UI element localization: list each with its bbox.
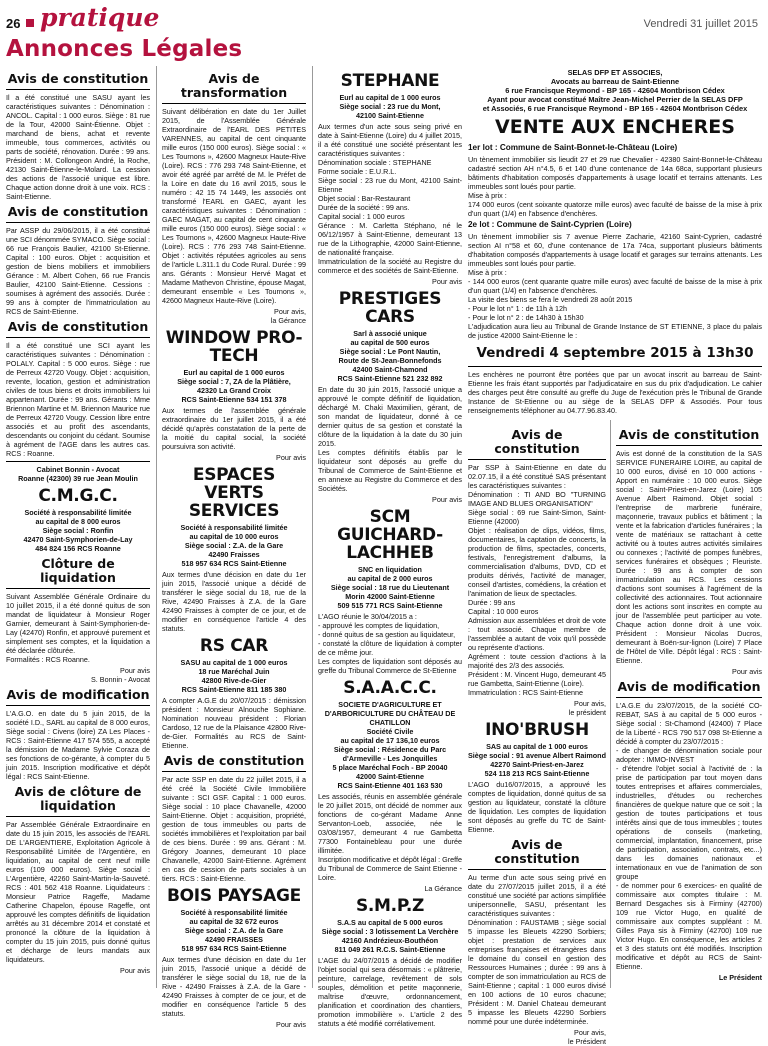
company-name: C.M.G.C. bbox=[38, 486, 118, 506]
signature: La Gérance bbox=[424, 884, 462, 893]
notice-heading: Avis de modification bbox=[617, 679, 761, 694]
auction-notice bbox=[468, 68, 762, 418]
column-3 bbox=[318, 68, 462, 1028]
company-info: S.A.S au capital de 5 000 euros Siège social : 3 lotissement La Verchère 42160 Andrézieux-Bouthéon 811 049 261 R.C.S. Saint-Etienne bbox=[321, 918, 459, 954]
notice-heading: Avis de modification bbox=[6, 687, 150, 702]
notice-heading: Clôture de liquidation bbox=[40, 556, 116, 585]
notice-body: Aux termes de l'assemblée générale extraordinaire du 1er juillet 2015, il a été décidé qu'après constatation de la perte de la moitié du capital social, la société poursuivra son activité. bbox=[162, 406, 306, 451]
divider bbox=[6, 588, 150, 589]
company-info: SNC en liquidation au capital de 2 000 euros Siège social : 18 rue du Lieutenant Morin 42000 Saint-Etienne 509 515 771 RCS Saint-Etienne bbox=[330, 565, 450, 610]
auction-date: Vendredi 4 septembre 2015 à 13h30 bbox=[476, 345, 754, 361]
divider bbox=[616, 445, 762, 446]
lot-body: Un tènement immobilier sis 7 avenue Pierre Zacharie, 42160 Saint-Cyprien, cadastré section AI n°58 et 60, d'une contenance de 17a 74ca, supportant plusieurs bâtiments d'habitation composés d'appartements à usage locatif et garages sur terrains attenants. Les immeubles sont loués pour partie. Mise à prix : - 144 000 euros (cent quarante quatre mille euros) avec faculté de baisse de la mise à prix d'un quart (1/4) en l'absence d'enchères. La visite des biens se fera le vendredi 28 août 2015 - Pour le lot n° 1 : de 11h à 12h - Pour le lot n° 2 : de 14h30 à 15h30 L'adjudication aura lieu au Tribunal de Grande Instance de ST ETIENNE, 3 place du palais de justice 42000 Saint-Etienne le : bbox=[468, 232, 762, 340]
signature: Pour avis bbox=[432, 277, 462, 286]
notice-body: L'AGO réunie le 30/04/2015 a : - approuvé les comptes de liquidation, - donné quitus de sa gestion au liquidateur, - constaté la clôture de liquidation à compter de ce même jour. Les comptes de liquidation sont déposés au greffe du Tribunal Commerce de St-Etienne bbox=[318, 612, 462, 675]
company-info: SAS au capital de 1 000 euros Siège social : 91 avenue Albert Raimond 42270 Saint-Priest-en-Jarez 524 118 213 RCS Saint-Etienne bbox=[468, 742, 606, 778]
company-name: S.A.A.C.C. bbox=[343, 678, 437, 698]
column-divider bbox=[312, 66, 313, 988]
column-divider bbox=[610, 420, 611, 988]
notice-heading: Avis de clôture de liquidation bbox=[14, 784, 142, 813]
company-name: INO'BRUSH bbox=[485, 720, 589, 740]
divider bbox=[6, 89, 150, 90]
notice-body: Par Assemblée Générale Extraordinaire en date du 15 juin 2015, les associés de l'EARL DE L'ARGENTIERE, Exploitation Agricole à Responsabilité Limitée de l'Argentière, en liquidation, au capital de cent neuf mille euros (109 000 euros). Siège social : L'Argentière, 42260 Saint-Martin-la-Sauveté. RCS : 401 562 418 Roanne. Liquidateurs : Monsieur Patrice Rageffe, Madame Catherine Chapelon, épouse Rageffe, ont approuvé les comptes définitifs de liquidation arrêtés au 31 décembre 2014 et constaté et prononcé la clôture de la liquidation à compter du 15 juin 2015, puis donné quitus et décharge de leurs mandats aux liquidateurs. bbox=[6, 820, 150, 964]
notice-body: Suivant Assemblée Générale Ordinaire du 10 juillet 2015, il a été donné quitus de son mandat de liquidateur à Monsieur Roger Garnier, demeurant à Saint-Symphorien-de-Lay (42470) Ronfin, et approuvé purement et simplement ses comptes, et la liquidation a été déclarée clôturée. Formalités : RCS Roanne. bbox=[6, 592, 150, 664]
notice-body: Aux termes d'une décision en date du 1er juin 2015, l'associé unique a décidé de transférer le siège social du 18, rue de la Rive - 42490 Fraisses à Z.A. de la Gare - 42490 Fraisses à compter de ce jour, et de modifier en conséquence l'article 5 des statuts. bbox=[162, 955, 306, 1018]
company-info: Eurl au capital de 1 000 euros Siège social : 23 rue du Mont, 42100 Saint-Etienne bbox=[339, 93, 441, 120]
notice-body: Par ASSP du 29/06/2015, il a été constitué une SCI dénommée SYMACO. Siège social : 66 rue François Baulier, 42100 St-Etienne. Capital : 100 euros. Objet : acquisition et gestion de biens mobiliers et immobiliers Gérance : M. Albert Cohen, 66 rue Francis Baulier, 42100 Saint-Etienne. Cessions : soumises à agrément des associés. Durée : 99 ans à compter de l'immatriculation au RCS de Saint-Etienne. bbox=[6, 226, 150, 316]
signature: Pour avis, le président bbox=[568, 699, 606, 717]
notice-heading: Avis de transformation bbox=[180, 71, 288, 100]
lot-title: 1er lot : Commune de Saint-Bonnet-le-Château (Loire) bbox=[468, 143, 678, 152]
company-name: S.M.P.Z bbox=[355, 896, 425, 916]
company-name: WINDOW PRO-TECH bbox=[165, 328, 303, 366]
company-name: RS CAR bbox=[199, 636, 269, 656]
notice-body: L'A.G.E du 23/07/2015, de la société CO-REBAT, SAS à au capital de 5 000 euros - Siège social : St-Chamond (42400) 7 Place de la Liberté - RCS 790 517 098 St-Etienne a décidé à compter du 23/07/2015 : - de changer de dénomination sociale pour adopter : IMMO-INVEST - d'étendre l'objet social à l'activité de : la prise de participation par tout moyen dans toutes entreprises et affaires commerciales, industrielles, d'études ou recherches financières de quelque nature que ce soit ; la gestion de toutes participations et tous intérêts ainsi que de tous immeubles ; toutes opérations de conseils (marketing, commercial, implantation, financement, prise de participation, association, contrats, etc...) dans les domaines nationaux et internationaux en vue de l'animation de son groupe - de nommer pour 6 exercices- en qualité de commissaire aux comptes titulaire : M. Bernard Desgaches sis à Firminy (42700) 109 rue Victor Hugo, en qualité de commissaire aux comptes suppléant : M. Gilles Paya sis à Firminy (42700) 109 rue Victor Hugo. En conséquence, les articles 2 et 3 des statuts ont été modifiés. Inscription modificative et dépôt au RCS de Saint-Etienne. bbox=[616, 701, 762, 971]
divider bbox=[468, 459, 606, 460]
notice-heading: Avis de constitution bbox=[7, 204, 149, 219]
column-2 bbox=[162, 68, 306, 1029]
company-info: Société à responsabilité limitée au capital de 8 000 euros Siège social : Ronfin 42470 Saint-Symphorien-de-Lay 484 824 156 RCS Roanne bbox=[23, 508, 133, 553]
auction-footer: Les enchères ne pourront être portées que par un avocat inscrit au barreau de Saint-Etienne les frais étant supportés par l'adjudicataire en sus du prix d'adjudication. Le cahier des charges peut être consulté au greffe du Juge de l'exécution près le Tribunal de Grande Instance de St-Etienne ou au siège de la SELAS DFP & Associés. Pour tous renseignements téléphoner au 04.77.96.83.40. bbox=[468, 370, 762, 415]
page-header bbox=[0, 0, 768, 36]
notice-heading: Avis de constitution bbox=[494, 837, 580, 866]
notice-body: Il a été constitué une SCI ayant les caractéristiques suivantes : Dénomination : POLALY. Capital : 5 000 euros. Siège : rue de Perreux 42720 Vougy. Objet : acquisition, revente, location, gestion et administration civiles de tous biens et droits immobiliers lui appartenant. Durée : 99 ans. Gérants : Mme Briennon Martine et M. Briennon Maurice rue de Perreux 42720 Vougy. Cession libre entre associés et au profit des ascendants, descendants ou conjoint du cédant. Soumise à agrément de l'AGE dans les autres cas. RCS : Roanne. bbox=[6, 341, 150, 458]
auction-title: VENTE AUX ENCHERES bbox=[495, 116, 735, 138]
signature: Le Président bbox=[718, 973, 762, 982]
notice-body: Par SSP à Saint-Etienne en date du 02.07.15, il a été constitué SAS présentant les caractéristiques suivantes : Dénomination : TI AND BO "TURNING IMAGE AND BLUES ORGANISATION" Siège social : 69 rue Saint-Simon, Saint-Etienne (42000) Objet : réalisation de clips, vidéos, films, documentaires, la captation de concerts, la production de films, spectacles, concerts, festivals, l'enregistrement d'albums, la commercialisation d'albums, DVD, CD et produits dérivés, l'activité de manager, conseil d'artistes, comédiens, la création et l'animation de lieux de spectacles. Durée : 99 ans Capital : 10 000 euros Admission aux assemblées et droit de vote : tout associé. Chaque membre de l'assemblée a autant de voix qu'il possède ou représente d'actions. Agrément : toute cession d'actions à la majorité des 2/3 des associés. Président : M. Vincent Hugo, demeurant 45 rue Gambetta, Saint-Etienne (Loire). Immatriculation : RCS Saint-Etienne bbox=[468, 463, 606, 697]
notice-body: L'AGE du 24/07/2015 a décidé de modifier l'objet social qui sera désormais : « plâtrerie, peinture, carrelage, revêtement de sols souples, démolition et petite maçonnerie, maîtrise d'œuvre, ordonnancement, planification et coordination des chantiers, promotion immobilière ». L'article 2 des statuts a été modifié corrélativement. bbox=[318, 956, 462, 1028]
company-name: STEPHANE bbox=[340, 71, 440, 91]
notice-body: Par acte SSP en date du 22 juillet 2015, il a été créé la Société Civile Immobilière suivante : SCI GSF. Capital : 1 000 euros. Siège social : 10 place Chavanelle, 42000 Saint-Etienne. Objet : acquisition, propriété, gestion de tous immeubles ou parts de sociétés immobilières et l'exploitation par bail de ces biens. Durée : 99 ans. Gérant : M. Grégory Joannes, demeurant 10 place Chavanelle, 42000 Saint-Etienne. Agrément en cas de cession de parts sociales à un tiers. RCS : Saint-Etienne. bbox=[162, 775, 306, 883]
section-title: Annonces Légales bbox=[6, 36, 243, 62]
divider bbox=[468, 869, 606, 870]
company-name: PRESTIGES CARS bbox=[338, 289, 442, 327]
notice-heading: Avis de constitution bbox=[618, 427, 760, 442]
signature: Pour avis S. Bonnin - Avocat bbox=[90, 666, 150, 684]
notice-body: Avis est donné de la constitution de la SAS SERVICE FUNERAIRE LOIRE, au capital de 10 000 euros, divisé en 10 000 actions - Apport en numéraire : 10 000 euros. Siège social : Saint-Priest-en-Jarez (Loire) 105 Avenue Albert Raimond. Objet social : l'entreprise de marbrerie funéraire, maçonnerie, travaux publics et bâtiment ; la vente et la fabrication d'articles funéraires ; la vente de matériaux se rattachant à cette activité ou à toutes autres activités similaires ou connexes ; l'activité de pompes funèbres, services funéraires et obsèques ; Fleuriste. Durée : 99 ans à compter de son immatriculation au RCS. Les cessions d'actions sont soumises à l'agrément de la collectivité des actionnaires. Tout actionnaire dont les actions sont inscrites en compte au jour de l'assemblée peut participer au vote. Chaque action donne droit à une voix. Président : Monsieur Nicolas Ducros, demeurant à Boën-sur-lignon (Loire) 7 Place de l'Hôtel de Ville. Dépôt légal : RCS : Saint-Etienne. bbox=[616, 449, 762, 665]
notice-heading: Avis de constitution bbox=[7, 71, 149, 86]
company-info: Eurl au capital de 1 000 euros Siège social : 7, ZA de la Plâtière, 42320 La Grand Croix RCS Saint-Etienne 534 151 378 bbox=[177, 368, 291, 404]
notice-heading: Avis de constitution bbox=[7, 319, 149, 334]
company-info: SOCIETE D'AGRICULTURE ET D'ARBORICULTURE DU CHÂTEAU DE CHATILLON Société Civile au capital de 17 136,10 euros Siège social : Résidence du Parc d'Armeville - Les Jonquilles 5 place Maréchal Foch - BP 20040 42000 Saint-Etienne RCS Saint-Etienne 401 163 530 bbox=[324, 700, 456, 790]
company-info: SASU au capital de 1 000 euros 18 rue Maréchal Juin 42800 Rive-de-Gier RCS Saint-Etienne 811 185 380 bbox=[180, 658, 288, 694]
notice-heading: Avis de constitution bbox=[494, 427, 580, 456]
notice-body: Au terme d'un acte sous seing privé en date du 27/07/2015 juillet 2015, il a été constitué une société par actions simplifiée unipersonnelle, SASU, présentant les caractéristiques suivantes : Dénomination : FAUSTAMB ; siège social 5 impasse les Bleuets 42290 Sorbiers; objet : prestation de services aux entreprises françaises et étrangères dans le domaine du conseil en gestion des Ressources Humaines ; durée : 99 ans à compter de son immatriculation au RCS de Saint-Etienne ; capital : 1 000 euros divisé en 100 actions de 10 euros chacune; Président : M. Daniel Chateau demeurant 5 impasse les Bleuets 42290 Sorbiers nommé pour une durée indéterminée. bbox=[468, 873, 606, 1026]
notice-body: L'A.G.O. en date du 5 juin 2015, de la société I.D., SARL au capital de 8 000 euros, Siège social : Civens (loire) ZA Les Places - RCS : Saint-Etienne 417 574 555, a accepté la démission de Madame Sylvie Coraza de ses fonctions de co-gérante, à compter du 5 juin 2015. Inscription modificative et dépôt légal : RCS Saint-Etienne. bbox=[6, 709, 150, 781]
signature: Pour avis bbox=[276, 453, 306, 462]
notice-body: Aux termes d'une décision en date du 1er juin 2015, l'associé unique a décidé de transférer le siège social du 18, rue de la Rive, 42490 Fraisses à Z.A. de la Gare 42490 Fraisses à compter de ce jour, et de modifier en conséquence l'article 4 des statuts. bbox=[162, 570, 306, 633]
notice-body: Les associés, réunis en assemblée générale le 20 juillet 2015, ont décidé de nommer aux fonctions de co-gérant Madame Anne Servanton-Loeb, associée, née le 03/08/1957, demeurant 4 rue Gambetta 77300 Fontainebleau pour une durée illimitée. Inscription modificative et dépôt légal : Greffe du Tribunal de Commerce de Saint Etienne - Loire. bbox=[318, 792, 462, 882]
law-firm: Cabinet Bonnin - Avocat Roanne (42300) 39 rue Jean Moulin bbox=[18, 465, 138, 483]
divider bbox=[616, 697, 762, 698]
square-bullet-icon bbox=[26, 19, 34, 27]
divider bbox=[6, 816, 150, 817]
divider bbox=[6, 705, 150, 706]
lot-title: 2e lot : Commune de Saint-Cyprien (Loire) bbox=[468, 220, 632, 229]
divider bbox=[162, 771, 306, 772]
column-divider bbox=[156, 66, 157, 988]
divider bbox=[6, 222, 150, 223]
divider bbox=[6, 461, 150, 462]
auction-lawyers: SELAS DFP ET ASSOCIES, Avocats au barreau de Saint-Etienne 6 rue Francisque Reymond - BP 165 - 42604 Montbrison Cédex Ayant pour avocat constitué Maître Jean-Michel Perrier de la SELAS DFP et Associés, 6 rue Francisque Reymond - BP 165 - 42604 Montbrison Cédex bbox=[482, 68, 748, 113]
signature: Pour avis, la Gérance bbox=[270, 307, 306, 325]
signature: Pour avis bbox=[120, 966, 150, 975]
column-1 bbox=[6, 68, 150, 990]
notice-body: L'AGO du16/07/2015, a approuvé les comptes de liquidation, donné quitus de sa gestion au liquidateur, constaté la clôture de liquidation. Les comptes de liquidation sont déposés au greffe du TC de Saint-Etienne. bbox=[468, 780, 606, 834]
notice-body: En date du 30 juin 2015, l'associé unique a approuvé le compte définitif de liquidation, déchargé M. Chaki Maximilien, gérant, de son mandat de liquidateur, donné à ce dernier quitus de sa gestion et constaté la clôture de la liquidation à la date du 30 juin 2015. Les comptes définitifs établis par le liquidateur sont déposés au greffe du Tribunal de Commerce de Saint-Etienne et en annexe au Registre du Commerce et des Sociétés. bbox=[318, 385, 462, 493]
company-name: ESPACES VERTS SERVICES bbox=[188, 465, 280, 521]
lot-body: Un tènement immobilier sis lieudit 27 et 29 rue Chevalier - 42380 Saint-Bonnet-le-Château cadastré section AH n°4.5, 6 et 140 d'une contenance de 14a 68ca, supportant plusieurs bâtiments d'habitation composés d'appartements à usage locatif et terrains attenants. Les immeubles sont loués pour partie. Mise à prix : 174 000 euros (cent soixante quatorze mille euros) avec faculté de baisse de la mise à prix d'un quart (1/4) en l'absence d'enchères. bbox=[468, 155, 762, 218]
notice-body: Il a été constitué une SASU ayant les caractéristiques suivantes : Dénomination : ANCOL. Capital : 1 000 euros. Siège : 81 rue de la Tour, 42000 Saint-Étienne. Objet : marchand de biens, achat et revente immeuble, tous commerces, activités ou parts de société, rénovation. Durée : 99 ans. Président : M. Collongeon André, la Roche, 42130 Saint-Étienne-le-Molard. La cession des actions de l'associé unique est libre. Chaque action donne droit à une voix. RCS : Saint-Etienne. bbox=[6, 93, 150, 201]
notice-body: Suivant délibération en date du 1er Juillet 2015, de l'Assemblée Générale Extraordinaire de l'EARL DES PETITES VARENNES, au capital de cent cinquante mille euros (150 000 euros). Siège social : « Les Tournons », 42600 Magneux Haute-Rive (Loire). RCS : 776 293 748 Saint-Etienne, et avoir été agréé par arrêté de M. le Préfet de la Loire en date du 16 avril 2015, sous le numéro : 42 15 74 1449, les associés ont transformé l'EARL en GAEC, ayant les caractéristiques suivantes : Dénomination : GAEC MAGAT, au capital de cent cinquante mille euros (150 000 euros). Siège social : « Les Tournons », 42600 Magneux Haute-Rive (Loire). RCS : 776 293 748 Saint-Etienne. Objet : activités réputées agricoles au sens de l'article L.311.1 du Code Rural. Durée : 99 ans. Gérants : Monsieur Hervé Magat et Madame Mathevon Christine, épouse Magat, demeurant ensemble « Les Tournons », 42600 Magneux Haute-Rive (Loire). bbox=[162, 107, 306, 305]
company-name: BOIS PAYSAGE bbox=[166, 886, 301, 906]
divider bbox=[162, 103, 306, 104]
notice-body: A compter A.G.E du 20/07/2015 : démission président : Monsieur Alnouche Sophiane. Nomination nouveau président : Florian Cardoso, 12 rue de la Plaisance 42800 Rive-de-Gier. Formalités au RCS de Saint-Etienne. bbox=[162, 696, 306, 750]
divider bbox=[468, 366, 762, 367]
notice-heading: Avis de constitution bbox=[163, 753, 305, 768]
signature: Pour avis, le Président bbox=[568, 1028, 606, 1046]
divider bbox=[6, 337, 150, 338]
company-info: Sarl à associé unique au capital de 500 euros Siège social : Le Pont Nautin, Route de St-Jean-Bonnefonds 42400 Saint-Chamond RCS Saint-Etienne 521 232 892 bbox=[337, 329, 443, 383]
company-info: Société à responsabilité limitée au capital de 32 672 euros Siège social : Z.A. de la Gare 42490 FRAISSES 518 957 634 RCS Saint-Etienne bbox=[180, 908, 288, 953]
issue-date: Vendredi 31 juillet 2015 bbox=[643, 18, 758, 30]
company-name: SCM GUICHARD-LACHHEB bbox=[337, 507, 443, 563]
rubric-title: pratique bbox=[40, 3, 160, 32]
signature: Pour avis bbox=[732, 667, 762, 676]
column-5 bbox=[616, 424, 762, 990]
signature: Pour avis bbox=[432, 495, 462, 504]
company-info: Société à responsabilité limitée au capital de 10 000 euros Siège social : Z.A. de la Gare 42490 Fraisses 518 957 634 RCS Saint-Etienne bbox=[180, 523, 288, 568]
notice-body: Aux termes d'un acte sous seing privé en date à Saint-Etienne (Loire) du 4 juillet 2015, il a été constitué une société présentant les caractéristiques suivantes : Dénomination sociale : STEPHANE Forme sociale : E.U.R.L. Siège social : 23 rue du Mont, 42100 Saint-Etienne Objet social : Bar-Restaurant Durée de la société : 99 ans. Capital social : 1 000 euros Gérance : M. Carletta Stéphano, né le 06/12/1957 à Saint-Etienne, demeurant 13 rue de la Lithographie, 42000 Saint-Etienne, de nationalité française. Immatriculation de la société au Registre du commerce et des sociétés de Saint-Etienne. bbox=[318, 122, 462, 275]
page-number: 26 bbox=[6, 16, 21, 31]
signature: Pour avis bbox=[276, 1020, 306, 1029]
column-4 bbox=[468, 424, 606, 1046]
